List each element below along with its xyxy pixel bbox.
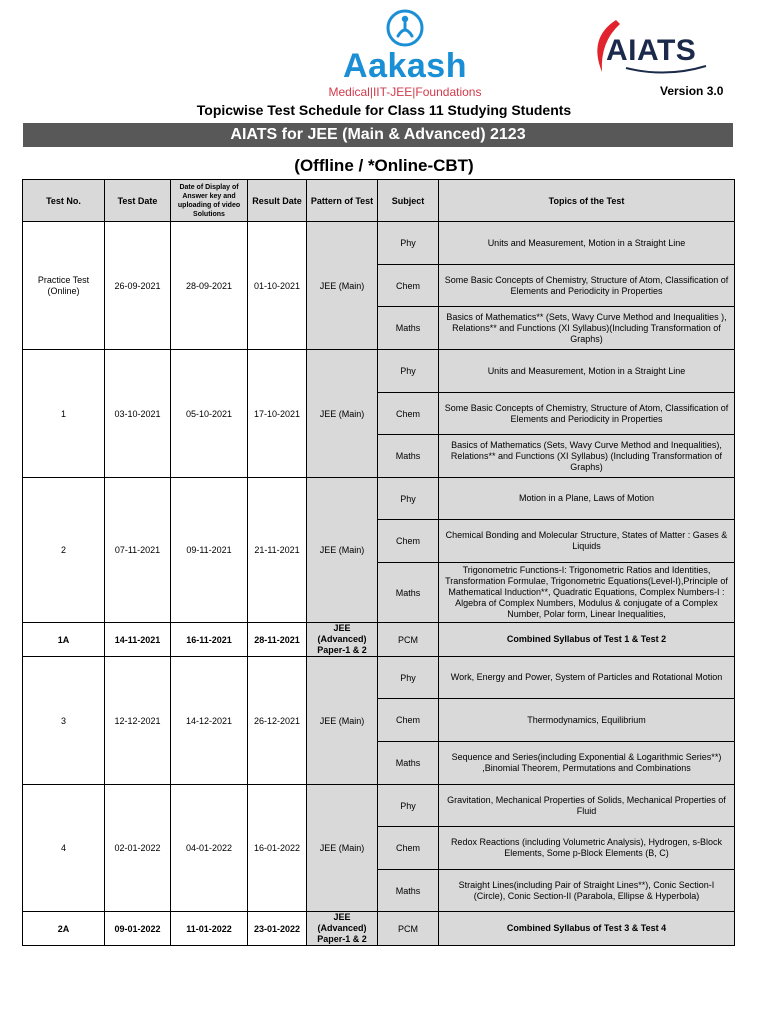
test-date-cell: 14-11-2021 [105, 623, 171, 657]
table-header-row [23, 180, 735, 222]
subject-cell: Phy [378, 657, 439, 699]
result-date-cell: 28-11-2021 [248, 623, 307, 657]
pattern-cell: JEE (Main) [307, 350, 378, 478]
subject-cell: Chem [378, 699, 439, 742]
result-date-cell: 21-11-2021 [248, 478, 307, 623]
subject-cell: Phy [378, 478, 439, 520]
topics-cell: Motion in a Plane, Laws of Motion [439, 478, 735, 520]
test-no-cell: Practice Test (Online) [23, 222, 105, 350]
topics-cell: Work, Energy and Power, System of Particles and Rotational Motion [439, 657, 735, 699]
test-date-cell: 26-09-2021 [105, 222, 171, 350]
topics-cell: Gravitation, Mechanical Properties of Solids, Mechanical Properties of Fluid [439, 785, 735, 827]
header-pattern: Pattern of Test [307, 180, 378, 222]
display-date-cell: 28-09-2021 [171, 222, 248, 350]
display-date-cell: 09-11-2021 [171, 478, 248, 623]
aiats-wordmark: AIATS [606, 34, 697, 67]
subject-cell: PCM [378, 912, 439, 946]
subject-cell: PCM [378, 623, 439, 657]
topics-cell: Combined Syllabus of Test 1 & Test 2 [439, 623, 735, 657]
header-test-date: Test Date [105, 180, 171, 222]
test-mode-label: (Offline / *Online-CBT) [294, 156, 474, 175]
display-date-cell: 14-12-2021 [171, 657, 248, 785]
test-date-cell: 07-11-2021 [105, 478, 171, 623]
result-date-cell: 17-10-2021 [248, 350, 307, 478]
header-subject: Subject [378, 180, 439, 222]
aakash-tagline: Medical|IIT-JEE|Foundations [328, 85, 482, 99]
test-date-cell: 03-10-2021 [105, 350, 171, 478]
pattern-cell: JEE (Main) [307, 478, 378, 623]
subject-cell: Maths [378, 870, 439, 912]
topics-cell: Redox Reactions (including Volumetric Analysis), Hydrogen, s-Block Elements, Some p-Block Elements (B, C) [439, 827, 735, 870]
topics-cell: Combined Syllabus of Test 3 & Test 4 [439, 912, 735, 946]
pattern-cell: JEE (Main) [307, 657, 378, 785]
subject-cell: Phy [378, 350, 439, 393]
topics-cell: Units and Measurement, Motion in a Straight Line [439, 222, 735, 265]
header-display-date: Date of Display of Answer key and uploading of video Solutions [171, 180, 248, 222]
topics-cell: Chemical Bonding and Molecular Structure, States of Matter : Gases & Liquids [439, 520, 735, 563]
subject-cell: Maths [378, 307, 439, 350]
aiats-logo [586, 16, 726, 80]
table-row-combined [23, 623, 735, 657]
topics-cell: Basics of Mathematics** (Sets, Wavy Curve Method and Inequalities ), Relations** and Functions (XI Syllabus)(Including Transformation of Graphs) [439, 307, 735, 350]
topics-cell: Thermodynamics, Equilibrium [439, 699, 735, 742]
aakash-emblem-icon [385, 8, 425, 48]
subject-cell: Chem [378, 520, 439, 563]
subject-cell: Phy [378, 222, 439, 265]
pattern-cell: JEE (Main) [307, 222, 378, 350]
result-date-cell: 26-12-2021 [248, 657, 307, 785]
page-subtitle: Topicwise Test Schedule for Class 11 Studying Students [196, 102, 572, 118]
display-date-cell: 16-11-2021 [171, 623, 248, 657]
topics-cell: Some Basic Concepts of Chemistry, Structure of Atom, Classification of Elements and Periodicity in Properties [439, 393, 735, 435]
table-row [23, 478, 735, 520]
test-no-cell: 4 [23, 785, 105, 912]
test-date-cell: 02-01-2022 [105, 785, 171, 912]
subject-cell: Chem [378, 265, 439, 307]
topics-cell: Sequence and Series(including Exponential & Logarithmic Series**) ,Binomial Theorem, Permutations and Combinations [439, 742, 735, 785]
page-title-banner: AIATS for JEE (Main & Advanced) 2123 [23, 123, 733, 147]
subject-cell: Maths [378, 563, 439, 623]
pattern-cell: JEE (Main) [307, 785, 378, 912]
schedule-table [22, 179, 735, 946]
test-date-cell: 12-12-2021 [105, 657, 171, 785]
aakash-logo [320, 8, 490, 100]
pattern-cell: JEE (Advanced) Paper-1 & 2 [307, 912, 378, 946]
table-row [23, 350, 735, 393]
display-date-cell: 05-10-2021 [171, 350, 248, 478]
result-date-cell: 01-10-2021 [248, 222, 307, 350]
test-no-cell: 1A [23, 623, 105, 657]
topics-cell: Some Basic Concepts of Chemistry, Structure of Atom, Classification of Elements and Periodicity in Properties [439, 265, 735, 307]
result-date-cell: 23-01-2022 [248, 912, 307, 946]
result-date-cell: 16-01-2022 [248, 785, 307, 912]
test-no-cell: 2A [23, 912, 105, 946]
test-date-cell: 09-01-2022 [105, 912, 171, 946]
topics-cell: Basics of Mathematics (Sets, Wavy Curve Method and Inequalities), Relations** and Functions (XI Syllabus) (Including Transformation of Graphs) [439, 435, 735, 478]
test-no-cell: 2 [23, 478, 105, 623]
subject-cell: Phy [378, 785, 439, 827]
version-label: Version 3.0 [660, 84, 724, 98]
table-row-combined [23, 912, 735, 946]
aakash-wordmark: Aakash [343, 47, 467, 85]
test-no-cell: 1 [23, 350, 105, 478]
table-row [23, 657, 735, 699]
subject-cell: Chem [378, 827, 439, 870]
subject-cell: Maths [378, 742, 439, 785]
table-row [23, 222, 735, 265]
topics-cell: Straight Lines(including Pair of Straight Lines**), Conic Section-I (Circle), Conic Section-II (Parabola, Ellipse & Hyperbola) [439, 870, 735, 912]
display-date-cell: 11-01-2022 [171, 912, 248, 946]
header-result-date: Result Date [248, 180, 307, 222]
test-no-cell: 3 [23, 657, 105, 785]
display-date-cell: 04-01-2022 [171, 785, 248, 912]
topics-cell: Trigonometric Functions-I: Trigonometric Ratios and Identities, Transformation Formulae, Trigonometric Equations(Level-I),Principle of Mathematical Induction**, Quadratic Equations, Complex Numbers-I : Algebra of Complex Numbers, Modulus & conjugate of a Complex Number, Polar form, Linear Inequalities, [439, 563, 735, 623]
header-test-no: Test No. [23, 180, 105, 222]
pattern-cell: JEE (Advanced) Paper-1 & 2 [307, 623, 378, 657]
subject-cell: Maths [378, 435, 439, 478]
topics-cell: Units and Measurement, Motion in a Straight Line [439, 350, 735, 393]
table-row [23, 785, 735, 827]
subject-cell: Chem [378, 393, 439, 435]
header-topics: Topics of the Test [439, 180, 735, 222]
